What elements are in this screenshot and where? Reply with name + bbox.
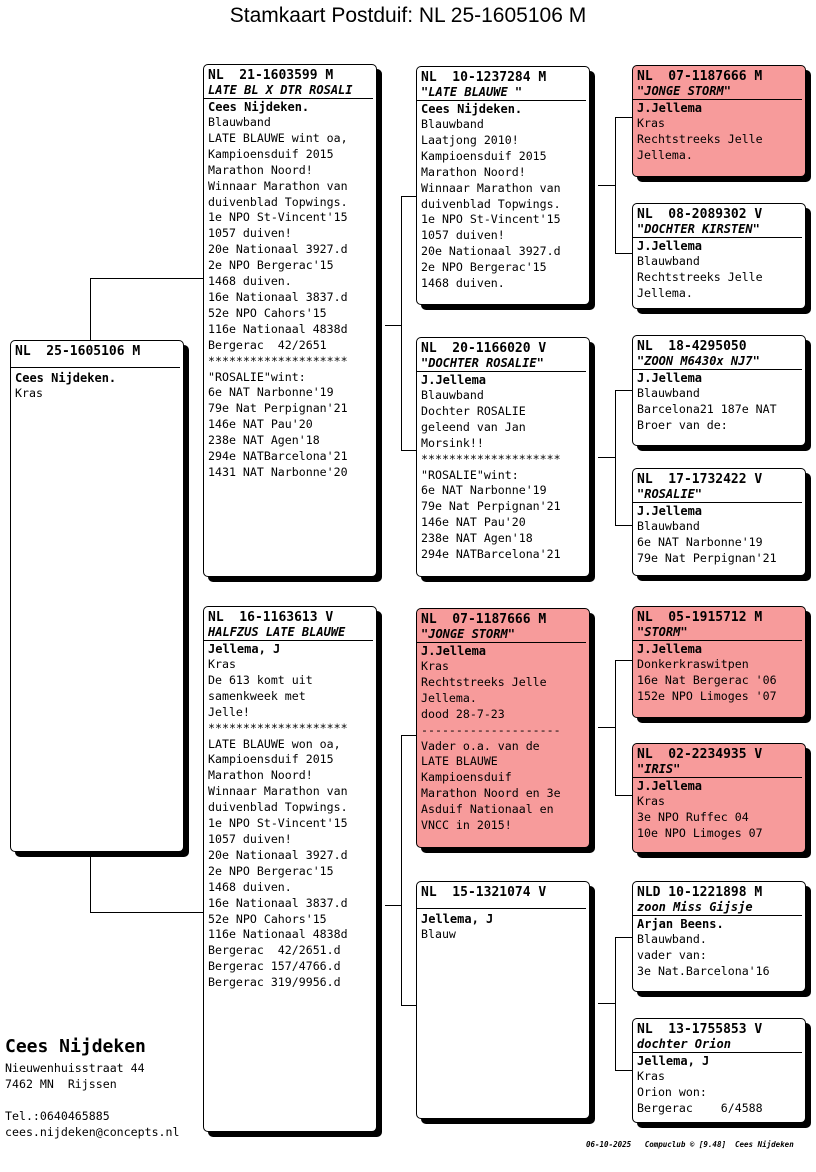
owner-name: J.Jellema [421,644,487,658]
info-line: 1468 duiven. [208,879,292,894]
info-line: Asduif Nationaal en [421,802,554,817]
ring-number: NL 20-1166020 V [421,341,547,356]
ring-number: NL 02-2234935 V [637,747,763,762]
info-line: 2e NPO Bergerac'15 [208,258,334,273]
info-line: Rechtstreeks Jelle [421,674,547,689]
ring-number: NL 08-2089302 V [637,207,763,222]
info-line: 2e NPO Bergerac'15 [421,260,547,275]
ring-number: NL 10-1237284 M [421,70,547,85]
connector [615,117,616,253]
connector [598,1003,615,1004]
info-line: Marathon Noord! [208,162,313,177]
info-line: 116e Nationaal 4838d [208,321,348,336]
owner-name: Jellema, J [421,912,494,926]
pigeon-card-subject[interactable] [10,340,184,852]
connector [401,1005,417,1006]
info-line: Blauwband [637,386,700,400]
info-line: ******************** [421,451,561,466]
owner-name: J.Jellema [637,101,703,115]
info-line: Blauwband. [637,932,707,946]
breeder-phone: Tel.:0640465885 [5,1109,110,1123]
pigeon-card-sire-sire-dam[interactable] [632,203,806,309]
owner-name: J.Jellema [637,504,703,518]
connector [615,117,633,118]
info-line: Blauwband [637,519,700,533]
info-line: Marathon Noord! [421,164,526,179]
divider [417,908,586,909]
info-line: Rechtstreeks Jelle [637,269,763,284]
info-line: samenkweek met [208,688,306,703]
connector [598,727,615,728]
connector [385,325,401,326]
info-line: Kras [208,657,236,671]
connector [401,735,417,736]
ring-number: NL 25-1605106 M [15,344,141,359]
info-line: 146e NAT Pau'20 [421,515,526,530]
connector [598,457,615,458]
info-line: Kampioensduif 2015 [208,752,334,767]
page-title: Stamkaart Postduif: NL 25-1605106 M [229,4,587,27]
info-line: duivenblad Topwings. [208,194,348,209]
info-line: 3e NPO Ruffec 04 [637,809,749,824]
info-line: Kampioensduif 2015 [421,148,547,163]
pigeon-name: "ROSALIE" [633,487,802,503]
info-line: Kras [637,116,665,130]
breeder-street: Nieuwenhuisstraat 44 [5,1061,145,1075]
owner-name: Arjan Beens. [637,917,724,931]
pigeon-card-dam-sire-sire[interactable] [632,606,806,718]
info-line: 52e NPO Cahors'15 [208,305,327,320]
breeder-name: Cees Nijdeken [5,1036,146,1057]
info-line: 1e NPO St-Vincent'15 [208,210,348,225]
info-line: 294e NATBarcelona'21 [421,547,561,562]
owner-name: Cees Nijdeken. [421,102,523,116]
pigeon-card-dam-dam-sire[interactable] [632,881,806,992]
pigeon-card-dam-dam[interactable] [416,881,590,1119]
info-line: 6e NAT Narbonne'19 [421,483,547,498]
connector [90,278,204,279]
pigeon-card-dam[interactable] [203,606,377,1132]
pigeon-name: HALFZUS LATE BLAUWE [204,625,373,641]
info-line: 2e NPO Bergerac'15 [208,863,334,878]
info-line: 1057 duiven! [208,226,292,241]
info-line: Donkerkraswitpen [637,657,749,671]
info-line: duivenblad Topwings. [208,800,348,815]
ring-number: NL 21-1603599 M [208,68,334,83]
info-line: 1468 duiven. [421,276,505,291]
info-line: Kras [637,794,665,808]
pigeon-name: "DOCHTER KIRSTEN" [633,222,802,238]
info-line: Broer van de: [637,417,728,432]
owner-name: J.Jellema [637,779,703,793]
info-line: 20e Nationaal 3927.d [421,244,561,259]
info-line: Jellema. [637,285,693,300]
owner-name: Jellema, J [637,1054,710,1068]
info-line: 1057 duiven! [208,831,292,846]
pigeon-card-sire-dam-sire[interactable] [632,335,806,446]
info-line: 6e NAT Narbonne'19 [208,385,334,400]
info-line: Jellema. [637,147,693,162]
ring-number: NL 16-1163613 V [208,610,334,625]
connector [615,253,633,254]
pigeon-card-sire[interactable] [203,64,377,577]
ring-number: NL 07-1187666 M [421,612,547,627]
connector [615,660,633,661]
pigeon-name: "DOCHTER ROSALIE" [417,356,586,372]
connector [615,390,633,391]
info-line: Kampioensduif 2015 [208,146,334,161]
connector [615,525,633,526]
info-line: Bergerac 6/4588 [637,1100,763,1115]
info-line: Laatjong 2010! [421,132,519,147]
pigeon-card-sire-sire[interactable] [416,66,590,305]
pigeon-name: LATE BL X DTR ROSALI [204,83,373,99]
info-line: Marathon Noord! [208,768,313,783]
info-line: 20e Nationaal 3927.d [208,242,348,257]
info-line: 1e NPO St-Vincent'15 [421,212,561,227]
info-line: Winnaar Marathon van [208,178,348,193]
connector [615,390,616,525]
info-line: Jelle! [208,704,250,719]
ring-number: NL 13-1755853 V [637,1022,763,1037]
connector [385,905,401,906]
info-line: Morsink!! [421,435,484,450]
pigeon-card-dam-dam-dam[interactable] [632,1018,806,1123]
ring-number: NL 05-1915712 M [637,610,763,625]
divider [11,367,180,368]
owner-name: Cees Nijdeken. [208,100,310,114]
info-line: 52e NPO Cahors'15 [208,911,327,926]
pigeon-card-sire-dam-dam[interactable] [632,468,806,576]
info-line: Jellema. [421,690,477,705]
info-line: Kras [15,386,43,400]
connector [401,196,417,197]
pigeon-card-dam-sire-dam[interactable] [632,743,806,853]
info-line: Marathon Noord en 3e [421,786,561,801]
footer-credit: 06-10-2025 Compuclub © [9.48] Cees Nijdeken [586,1140,794,1149]
pigeon-name: "STORM" [633,625,802,641]
info-line: 3e Nat.Barcelona'16 [637,963,770,978]
pigeon-card-sire-dam[interactable] [416,337,590,577]
info-line: Kras [637,1069,665,1083]
info-line: vader van: [637,947,707,962]
connector [90,852,91,912]
info-line: geleend van Jan [421,419,526,434]
info-line: LATE BLAUWE won oa, [208,736,341,751]
info-line: 152e NPO Limoges '07 [637,688,777,703]
ring-number: NLD 10-1221898 M [637,885,763,900]
info-line: 1431 NAT Narbonne'20 [208,464,348,479]
ring-number: NL 15-1321074 V [421,885,547,900]
info-line: Blauwband [421,117,484,131]
info-line: 79e Nat Perpignan'21 [637,550,777,565]
connector [615,795,633,796]
info-line: ******************** [208,720,348,735]
info-line: LATE BLAUWE wint oa, [208,130,348,145]
info-line: Blauw [421,927,456,941]
owner-name: J.Jellema [421,373,487,387]
owner-name: Jellema, J [208,642,281,656]
info-line: Bergerac 42/2651.d [208,943,341,958]
owner-name: Cees Nijdeken. [15,371,117,385]
connector [615,1070,633,1071]
breeder-city: 7462 MN Rijssen [5,1077,117,1091]
info-line: 10e NPO Limoges 07 [637,825,763,840]
info-line: 294e NATBarcelona'21 [208,449,348,464]
info-line: "ROSALIE"wint: [421,467,519,482]
pigeon-card-sire-sire-sire[interactable] [632,65,806,177]
pigeon-name: "ZOON M6430x NJ7" [633,354,802,370]
connector [615,937,616,1070]
info-line: 16e Nationaal 3837.d [208,895,348,910]
info-line: 79e Nat Perpignan'21 [208,401,348,416]
pigeon-name: "IRIS" [633,762,802,778]
connector [90,278,91,341]
pigeon-name: "JONGE STORM" [633,84,802,100]
connector [90,912,204,913]
info-line: 1057 duiven! [421,228,505,243]
info-line: Bergerac 157/4766.d [208,959,341,974]
info-line: Winnaar Marathon van [208,784,348,799]
connector [401,196,402,450]
info-line: 1e NPO St-Vincent'15 [208,816,348,831]
ring-number: NL 07-1187666 M [637,69,763,84]
info-line: 16e Nationaal 3837.d [208,289,348,304]
info-line: ******************** [208,353,348,368]
info-line: dood 28-7-23 [421,706,505,721]
ring-number: NL 17-1732422 V [637,472,763,487]
info-line: Bergerac 319/9956.d [208,975,341,990]
info-line: Bergerac 42/2651 [208,337,327,352]
info-line: Orion won: [637,1084,707,1099]
info-line: Winnaar Marathon van [421,180,561,195]
pigeon-name: dochter Orion [633,1037,802,1053]
info-line: Kampioensduif [421,770,512,785]
info-line: 6e NAT Narbonne'19 [637,534,763,549]
connector [401,735,402,1005]
connector [598,185,615,186]
connector [615,937,633,938]
owner-name: J.Jellema [637,642,703,656]
owner-name: J.Jellema [637,239,703,253]
info-line: "ROSALIE"wint: [208,369,306,384]
info-line: 146e NAT Pau'20 [208,417,313,432]
info-line: 116e Nationaal 4838d [208,927,348,942]
info-line: duivenblad Topwings. [421,196,561,211]
info-line: 20e Nationaal 3927.d [208,847,348,862]
info-line: VNCC in 2015! [421,818,512,833]
info-line: Blauwband [421,388,484,402]
connector [401,450,417,451]
info-line: Vader o.a. van de [421,738,540,753]
info-line: Blauwband [208,115,271,129]
pigeon-name: zoon Miss Gijsje [633,900,802,916]
info-line: De 613 komt uit [208,672,313,687]
pigeon-name: "JONGE STORM" [417,627,586,643]
info-line: -------------------- [421,722,561,737]
info-line: Kras [421,659,449,673]
info-line: 79e Nat Perpignan'21 [421,499,561,514]
info-line: Dochter ROSALIE [421,403,526,418]
info-line: 1468 duiven. [208,274,292,289]
ring-number: NL 18-4295050 [637,339,747,354]
info-line: LATE BLAUWE [421,754,498,769]
info-line: 238e NAT Agen'18 [208,433,320,448]
info-line: 16e Nat Bergerac '06 [637,672,777,687]
info-line: Barcelona21 187e NAT [637,401,777,416]
pigeon-card-dam-sire[interactable] [416,608,590,848]
info-line: 238e NAT Agen'18 [421,531,533,546]
info-line: Blauwband [637,254,700,268]
connector [615,660,616,795]
info-line: Rechtstreeks Jelle [637,131,763,146]
owner-name: J.Jellema [637,371,703,385]
breeder-email: cees.nijdeken@concepts.nl [5,1125,180,1139]
pigeon-name: "LATE BLAUWE " [417,85,586,101]
